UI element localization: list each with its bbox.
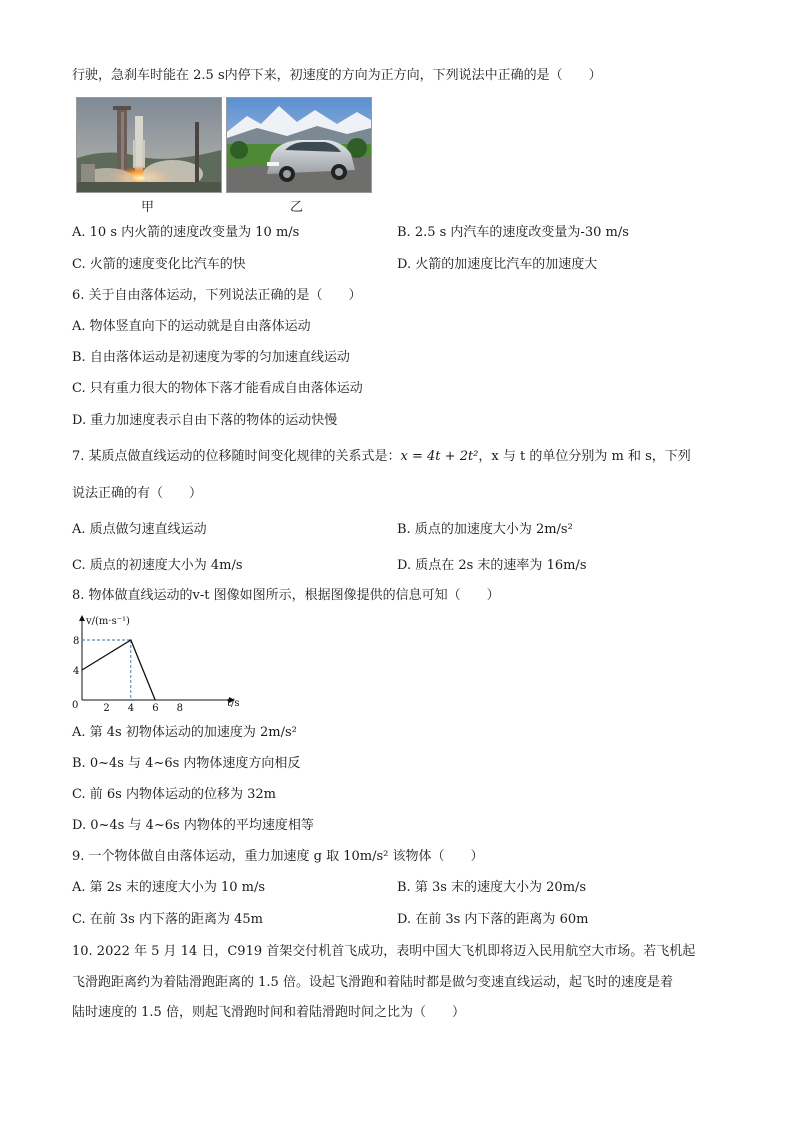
rocket-launch-photo [76,97,222,193]
q7-option-a: A. 质点做匀速直线运动 [72,522,207,537]
q9-stem: 9. 一个物体做自由落体运动，重力加速度 g 取 10m/s² 该物体（ ） [72,849,484,864]
q7-option-b: B. 质点的加速度大小为 2m/s² [397,522,573,537]
q7-formula: x = 4t + 2t² [400,449,479,464]
q8-stem: 8. 物体做直线运动的v-t 图像如图所示，根据图像提供的信息可知（ ） [72,588,500,603]
vt-x-tick-8: 8 [176,703,183,714]
vt-velocity-line [82,640,155,700]
q6-option-a: A. 物体竖直向下的运动就是自由落体运动 [72,319,311,334]
q7-stem-suffix: ，x 与 t 的单位分别为 m 和 s，下列 [478,449,691,464]
q7-option-d: D. 质点在 2s 末的速率为 16m/s [397,558,587,573]
q7-stem-line1 [72,448,691,466]
q10-line1: 10. 2022 年 5 月 14 日，C919 首架交付机首飞成功，表明中国大飞机即将迈入民用航空大市场。若飞机起 [72,944,696,959]
vt-x-tick-4: 4 [127,703,135,714]
q9-option-a: A. 第 2s 末的速度大小为 10 m/s [72,880,266,895]
image-caption-jia: 甲 [141,200,155,215]
q5-option-b: B. 2.5 s 内汽车的速度改变量为-30 m/s [397,225,629,240]
vt-graph [72,612,262,716]
q5-option-c: C. 火箭的速度变化比汽车的快 [72,257,246,272]
q6-option-b: B. 自由落体运动是初速度为零的匀加速直线运动 [72,350,350,365]
vt-x-tick-2: 2 [103,703,110,714]
q5-option-a: A. 10 s 内火箭的速度改变量为 10 m/s [72,225,300,240]
q5-option-d: D. 火箭的加速度比汽车的加速度大 [397,257,598,272]
vt-origin-label: 0 [72,700,79,711]
q7-stem-prefix: 7. 某质点做直线运动的位移随时间变化规律的关系式是： [72,449,401,464]
q8-option-b: B. 0~4s 与 4~6s 内物体速度方向相反 [72,756,301,771]
q6-stem: 6. 关于自由落体运动，下列说法正确的是（ ） [72,288,362,303]
vt-x-tick-6: 6 [152,703,159,714]
q5-stem: 行驶，急刹车时能在 2.5 s内停下来，初速度的方向为正方向，下列说法中正确的是（ ） [72,68,602,83]
vt-y-tick-8: 8 [73,636,80,647]
vt-y-label: v/(m·s⁻¹) [86,616,130,627]
q9-option-b: B. 第 3s 末的速度大小为 20m/s [397,880,587,895]
image-caption-yi: 乙 [290,200,304,215]
q6-option-c: C. 只有重力很大的物体下落才能看成自由落体运动 [72,381,363,396]
q6-option-d: D. 重力加速度表示自由下落的物体的运动快慢 [72,413,338,428]
q9-option-d: D. 在前 3s 内下落的距离为 60m [397,912,589,927]
q9-option-c: C. 在前 3s 内下落的距离为 45m [72,912,263,927]
vt-x-label: t/s [227,698,240,709]
q8-option-a: A. 第 4s 初物体运动的加速度为 2m/s² [72,725,297,740]
q10-line2: 飞滑跑距离约为着陆滑跑距离的 1.5 倍。设起飞滑跑和着陆时都是做匀变速直线运动，起飞时的速度是着 [72,975,673,990]
q7-option-c: C. 质点的初速度大小为 4m/s [72,558,243,573]
q8-option-c: C. 前 6s 内物体运动的位移为 32m [72,787,276,802]
vt-y-tick-4: 4 [73,666,80,677]
car-driving-photo [226,97,372,193]
q7-stem-line2: 说法正确的有（ ） [72,486,203,501]
q8-option-d: D. 0~4s 与 4~6s 内物体的平均速度相等 [72,818,314,833]
q10-line3: 陆时速度的 1.5 倍，则起飞滑跑时间和着陆滑跑时间之比为（ ） [72,1005,465,1020]
